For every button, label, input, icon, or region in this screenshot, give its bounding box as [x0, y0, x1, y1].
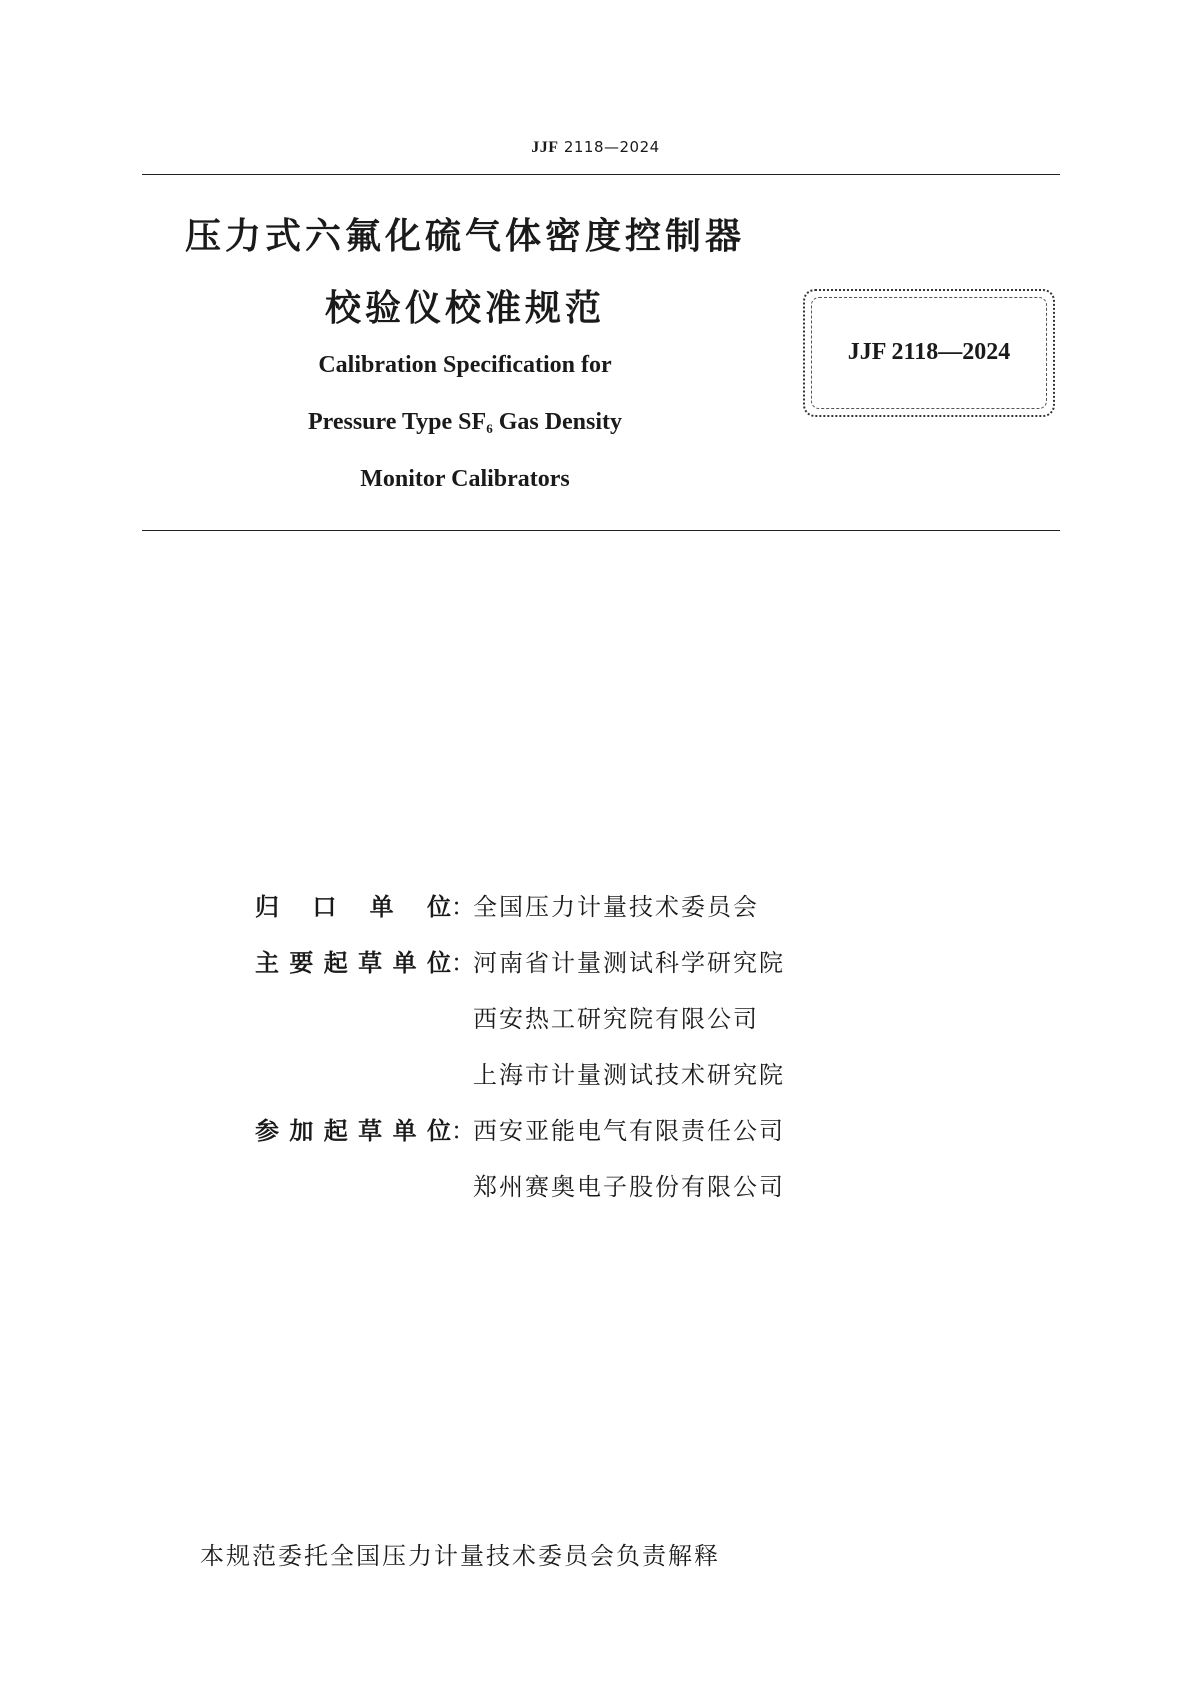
unit-label-char: 位 [426, 892, 451, 921]
running-header-number: 2118—2024 [563, 138, 660, 156]
unit-label-char: 位 [426, 1116, 451, 1145]
drafting-units [255, 876, 785, 1212]
unit-row [255, 1156, 785, 1212]
unit-label-char: 要 [289, 948, 314, 977]
unit-colon: ： [451, 892, 475, 921]
unit-label-char: 单 [369, 892, 394, 921]
unit-label [255, 887, 451, 922]
title-en-line3: Monitor Calibrators [360, 466, 570, 492]
code-box [803, 289, 1055, 417]
unit-value: 河南省计量测试科学研究院 [473, 948, 785, 977]
unit-row [255, 988, 785, 1044]
unit-value: 郑州赛奥电子股份有限公司 [473, 1172, 785, 1201]
title-en-line1: Calibration Specification for [318, 352, 612, 378]
title-en-line2-sub: 6 [486, 421, 493, 436]
running-header-prefix: JJF [531, 139, 559, 156]
unit-label-char: 草 [358, 1116, 383, 1145]
unit-label [255, 1111, 451, 1146]
running-header [0, 138, 1191, 157]
top-rule [142, 174, 1060, 175]
bottom-rule [142, 530, 1060, 531]
title-en-line2-a: Pressure Type SF [307, 409, 487, 435]
unit-label-char: 位 [426, 948, 451, 977]
footer-note: 本规范委托全国压力计量技术委员会负责解释 [200, 1542, 720, 1570]
unit-row [255, 1100, 785, 1156]
unit-value: 西安热工研究院有限公司 [473, 1004, 759, 1033]
unit-label-char: 归 [255, 892, 279, 921]
unit-label-char: 起 [323, 1116, 348, 1145]
unit-row [255, 1044, 785, 1100]
unit-row [255, 932, 785, 988]
unit-colon: ： [451, 948, 475, 977]
title-en-line2-b: Gas Density [492, 409, 623, 435]
unit-label-char: 起 [323, 948, 348, 977]
unit-label-char: 加 [289, 1116, 314, 1145]
unit-value: 全国压力计量技术委员会 [473, 892, 759, 921]
unit-value: 上海市计量测试技术研究院 [473, 1060, 785, 1089]
unit-label-char: 参 [255, 1116, 279, 1145]
unit-label-char: 草 [358, 948, 383, 977]
unit-label [255, 943, 451, 978]
unit-value: 西安亚能电气有限责任公司 [473, 1116, 785, 1145]
unit-label-char: 口 [312, 892, 337, 921]
unit-label-char: 单 [392, 1116, 417, 1145]
title-en-line2 [142, 409, 788, 437]
unit-row [255, 876, 785, 932]
title-cn-line2: 校验仪校准规范 [324, 288, 605, 329]
title-cn-line1: 压力式六氟化硫气体密度控制器 [184, 216, 745, 257]
unit-label-char: 单 [392, 948, 417, 977]
unit-label-char: 主 [255, 948, 279, 977]
unit-colon: ： [451, 1116, 475, 1145]
code-box-code: JJF 2118—2024 [847, 339, 1011, 365]
